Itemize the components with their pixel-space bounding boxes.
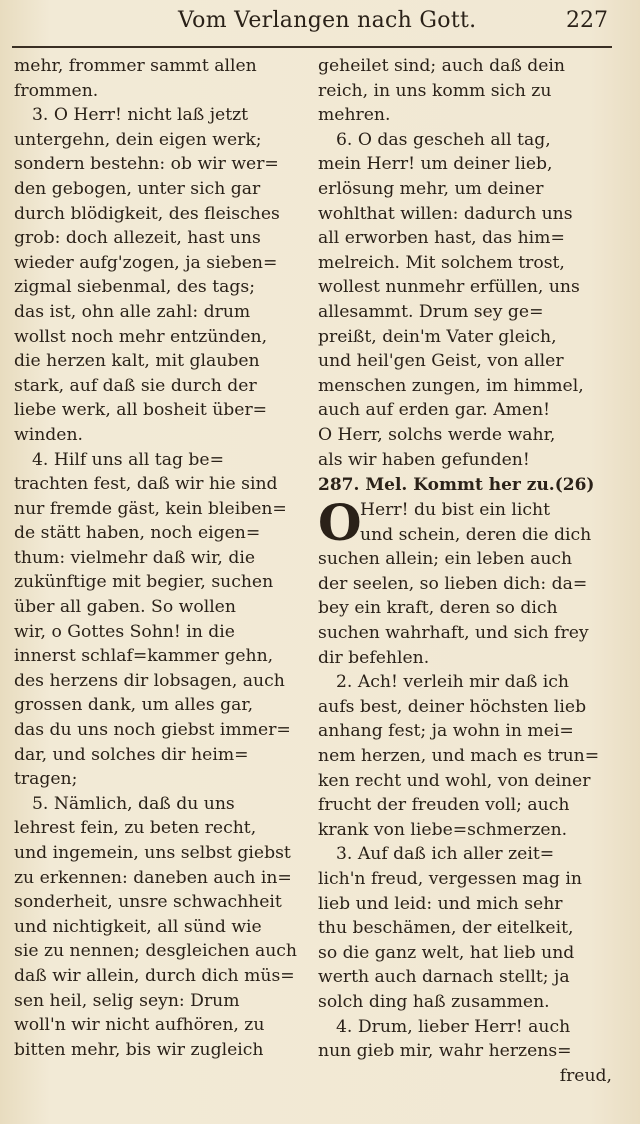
text-line: werth auch darnach stellt; ja [318,967,570,988]
text-line: wohlthat willen: dadurch uns [318,203,573,224]
text-line: daß wir allein, durch dich müs= [14,965,295,986]
text-line: dar, und solches dir heim= [14,744,249,765]
text-line: reich, in uns komm sich zu [318,80,552,101]
text-line: untergehn, dein eigen werk; [14,129,262,150]
text-line: mehr, frommer sammt allen [14,56,257,76]
text-line: und nichtigkeit, all sünd wie [14,916,262,937]
text-line: sen heil, selig seyn: Drum [14,990,240,1011]
text-line: nem herzen, und mach es trun= [318,746,600,767]
drop-cap: O [318,493,362,553]
running-head: Vom Verlangen nach Gott. [178,8,477,33]
text-line: über all gaben. So wollen [14,597,236,618]
text-line: dir befehlen. [318,647,430,668]
text-line: suchen wahrhaft, und sich frey [318,623,589,644]
text-line: nur fremde gäst, kein bleiben= [14,498,287,519]
text-line: als wir haben gefunden! [318,449,530,470]
text-line: grossen dank, um alles gar, [14,695,254,716]
hymn-heading: 287. Mel. Kommt her zu.(26) [318,475,595,496]
text-line: lieb und leid: und mich sehr [318,893,563,914]
left-column [14,54,302,1062]
text-line: 2. Ach! verleih mir daß ich [336,672,569,693]
text-line: zu erkennen: daneben auch in= [14,867,292,888]
text-line: tragen; [14,769,78,790]
text-line: des herzens dir lobsagen, auch [14,670,285,691]
text-line: sondern bestehn: ob wir wer= [14,154,279,175]
text-line: melreich. Mit solchem trost, [318,252,565,273]
text-line: das ist, ohn alle zahl: drum [14,301,251,322]
text-line: wir, o Gottes Sohn! in die [14,621,235,642]
text-line: wieder aufg'zogen, ja sieben= [14,252,278,273]
text-line: sie zu nennen; desgleichen auch [14,941,297,962]
text-line: und heil'gen Geist, von aller [318,351,564,372]
header-rule [12,46,612,48]
text-line: mehren. [318,105,391,126]
text-line: auch auf erden gar. Amen! [318,400,551,421]
text-line: thu beschämen, der eitelkeit, [318,918,574,939]
text-line: das du uns noch giebst immer= [14,720,291,741]
text-line: trachten fest, daß wir hie sind [14,474,278,495]
text-line: die herzen kalt, mit glauben [14,351,260,372]
text-line: 4. Drum, lieber Herr! auch [336,1016,571,1037]
text-line: solch ding haß zusammen. [318,991,550,1012]
hymn-opening [318,493,612,553]
text-line: 5. Nämlich, daß du uns [32,793,235,814]
text-line: preißt, dein'm Vater gleich, [318,326,557,347]
text-line: woll'n wir nicht aufhören, zu [14,1015,265,1036]
text-line: frommen. [14,80,99,101]
text-line: und ingemein, uns selbst giebst [14,843,291,863]
text-line: zigmal siebenmal, des tags; [14,277,255,298]
text-line: nun gieb mir, wahr herzens= [318,1041,572,1062]
text-line: winden. [14,424,83,445]
catchword: freud, [559,1065,612,1086]
text-line: lehrest fein, zu beten recht, [14,818,257,839]
text-line: menschen zungen, im himmel, [318,375,584,396]
text-line: geheilet sind; auch daß dein [318,56,566,76]
page-header [0,0,640,50]
hymn-second-line: und schein, deren die dich [360,524,592,545]
text-line: de stätt haben, noch eigen= [14,523,261,544]
text-line: krank von liebe=schmerzen. [318,819,568,840]
text-line: 4. Hilf uns all tag be= [32,449,224,470]
text-line: allesammt. Drum sey ge= [318,301,544,322]
text-line: durch blödigkeit, des fleisches [14,203,280,224]
text-line: aufs best, deiner höchsten lieb [318,696,587,717]
text-line: stark, auf daß sie durch der [14,375,257,396]
text-line: 3. Auf daß ich aller zeit= [336,844,555,865]
text-line: bey ein kraft, deren so dich [318,598,558,619]
text-line: ken recht und wohl, von deiner [318,770,591,791]
text-line: zukünftige mit begier, suchen [14,572,274,593]
page-number: 227 [566,8,608,33]
text-line: mein Herr! um deiner lieb, [318,154,553,175]
text-line: lich'n freud, vergessen mag in [318,869,582,889]
text-line: 3. O Herr! nicht laß jetzt [32,105,249,126]
text-line: 6. O das gescheh all tag, [336,129,551,150]
text-line: bitten mehr, bis wir zugleich [14,1039,264,1060]
text-line: den gebogen, unter sich gar [14,178,261,199]
text-line: suchen allein; ein leben auch [318,549,573,570]
text-line: grob: doch allezeit, hast uns [14,228,261,249]
text-line: so die ganz welt, hat lieb und [318,942,575,963]
text-line: wollest nunmehr erfüllen, uns [318,277,580,298]
right-column-top [318,54,612,472]
text-line: erlösung mehr, um deiner [318,178,544,199]
text-line: innerst schlaf=kammer gehn, [14,646,274,667]
hymn-first-line: Herr! du bist ein licht [360,500,550,521]
text-line: O Herr, solchs werde wahr, [318,424,556,445]
text-line: all erworben hast, das him= [318,228,565,249]
text-line: sonderheit, unsre schwachheit [14,892,282,913]
text-line: der seelen, so lieben dich: da= [318,573,588,594]
text-line: frucht der freuden voll; auch [318,795,570,816]
right-column-bottom [318,547,612,1063]
text-line: anhang fest; ja wohn in mei= [318,721,574,742]
text-line: thum: vielmehr daß wir, die [14,547,256,568]
text-line: wollst noch mehr entzünden, [14,326,268,347]
right-column [318,54,612,1088]
text-line: liebe werk, all bosheit über= [14,400,268,421]
